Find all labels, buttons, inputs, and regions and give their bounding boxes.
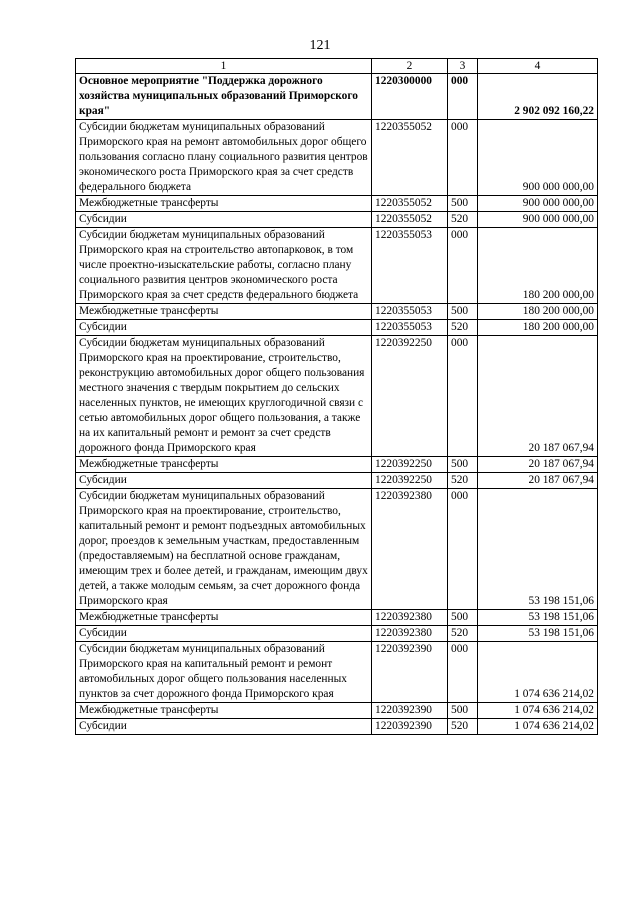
- row-name-cell: Субсидии бюджетам муниципальных образований Приморского края на проектирование, строительство, капитальный ремонт и ремонт подъездных автомобильных дорог, проездов к земельным участкам, предоставленным (предоставляемым) на бесплатной основе гражданам, имеющим трех и более детей, и гражданам, имеющим двух детей, а также молодым семьям, за счет дорожного фонда Приморского края: [76, 489, 372, 610]
- row-amount-cell: 180 200 000,00: [478, 304, 598, 320]
- table-row: [76, 473, 598, 489]
- row-type-cell: 500: [448, 196, 478, 212]
- page-number: 121: [309, 38, 331, 53]
- row-amount-cell: 180 200 000,00: [478, 320, 598, 336]
- table-row: [76, 719, 598, 735]
- row-code-cell: 1220355053: [372, 228, 448, 304]
- table-row: [76, 74, 598, 120]
- table-row: [76, 610, 598, 626]
- row-code-cell: 1220392380: [372, 626, 448, 642]
- table-row: [76, 642, 598, 703]
- row-code-cell: 1220392250: [372, 336, 448, 457]
- budget-table: [75, 58, 598, 735]
- table-row: [76, 196, 598, 212]
- table-row: [76, 120, 598, 196]
- row-name-cell: Субсидии бюджетам муниципальных образований Приморского края на строительство автопарковок, в том числе проектно-изыскательские работы, согласно плану социального развития центров экономического роста Приморского края за счет средств федерального бюджета: [76, 228, 372, 304]
- row-name-cell: Субсидии: [76, 626, 372, 642]
- row-name-cell: Субсидии: [76, 212, 372, 228]
- row-type-cell: 520: [448, 212, 478, 228]
- row-name-cell: Субсидии: [76, 719, 372, 735]
- row-code-cell: 1220355053: [372, 320, 448, 336]
- row-type-cell: 000: [448, 336, 478, 457]
- row-code-cell: 1220392380: [372, 610, 448, 626]
- row-amount-cell: 53 198 151,06: [478, 489, 598, 610]
- column-header: 1: [76, 59, 372, 74]
- column-number-row: [76, 59, 598, 74]
- row-type-cell: 500: [448, 304, 478, 320]
- row-amount-cell: 1 074 636 214,02: [478, 719, 598, 735]
- row-name-cell: Межбюджетные трансферты: [76, 304, 372, 320]
- row-amount-cell: 20 187 067,94: [478, 457, 598, 473]
- row-amount-cell: 53 198 151,06: [478, 610, 598, 626]
- budget-table-body: [76, 59, 598, 735]
- row-type-cell: 520: [448, 719, 478, 735]
- row-code-cell: 1220392390: [372, 703, 448, 719]
- row-amount-cell: 180 200 000,00: [478, 228, 598, 304]
- table-row: [76, 336, 598, 457]
- row-name-cell: Межбюджетные трансферты: [76, 610, 372, 626]
- row-amount-cell: 1 074 636 214,02: [478, 703, 598, 719]
- table-row: [76, 212, 598, 228]
- row-code-cell: 1220392390: [372, 719, 448, 735]
- row-name-cell: Межбюджетные трансферты: [76, 196, 372, 212]
- row-code-cell: 1220355053: [372, 304, 448, 320]
- row-name-cell: Субсидии: [76, 320, 372, 336]
- row-code-cell: 1220392390: [372, 642, 448, 703]
- column-header: 3: [448, 59, 478, 74]
- row-amount-cell: 53 198 151,06: [478, 626, 598, 642]
- row-name-cell: Субсидии бюджетам муниципальных образований Приморского края на ремонт автомобильных дорог общего пользования согласно плану социального развития центров экономического роста Приморского края за счет средств федерального бюджета: [76, 120, 372, 196]
- row-code-cell: 1220355052: [372, 120, 448, 196]
- row-name-cell: Основное мероприятие "Поддержка дорожного хозяйства муниципальных образований Приморского края": [76, 74, 372, 120]
- row-code-cell: 1220392250: [372, 457, 448, 473]
- row-name-cell: Субсидии: [76, 473, 372, 489]
- table-row: [76, 304, 598, 320]
- row-type-cell: 520: [448, 320, 478, 336]
- column-header: 2: [372, 59, 448, 74]
- row-amount-cell: 1 074 636 214,02: [478, 642, 598, 703]
- table-row: [76, 626, 598, 642]
- row-code-cell: 1220392380: [372, 489, 448, 610]
- row-type-cell: 500: [448, 610, 478, 626]
- row-type-cell: 000: [448, 489, 478, 610]
- row-type-cell: 000: [448, 120, 478, 196]
- row-type-cell: 500: [448, 457, 478, 473]
- row-amount-cell: 900 000 000,00: [478, 120, 598, 196]
- row-code-cell: 1220392250: [372, 473, 448, 489]
- table-row: [76, 457, 598, 473]
- row-type-cell: 500: [448, 703, 478, 719]
- row-type-cell: 520: [448, 473, 478, 489]
- row-type-cell: 000: [448, 228, 478, 304]
- row-type-cell: 000: [448, 642, 478, 703]
- table-row: [76, 320, 598, 336]
- row-amount-cell: 900 000 000,00: [478, 196, 598, 212]
- row-name-cell: Субсидии бюджетам муниципальных образований Приморского края на капитальный ремонт и ремонт автомобильных дорог общего пользования населенных пунктов за счет дорожного фонда Приморского края: [76, 642, 372, 703]
- row-amount-cell: 900 000 000,00: [478, 212, 598, 228]
- row-code-cell: 1220355052: [372, 196, 448, 212]
- row-amount-cell: 20 187 067,94: [478, 336, 598, 457]
- table-row: [76, 228, 598, 304]
- row-name-cell: Субсидии бюджетам муниципальных образований Приморского края на проектирование, строительство, реконструкцию автомобильных дорог общего пользования местного значения с твердым покрытием до сельских населенных пунктов, не имеющих круглогодичной связи с сетью автомобильных дорог общего пользования, а также на их капитальный ремонт и ремонт за счет средств дорожного фонда Приморского края: [76, 336, 372, 457]
- row-amount-cell: 20 187 067,94: [478, 473, 598, 489]
- row-type-cell: 000: [448, 74, 478, 120]
- row-name-cell: Межбюджетные трансферты: [76, 703, 372, 719]
- row-name-cell: Межбюджетные трансферты: [76, 457, 372, 473]
- table-row: [76, 489, 598, 610]
- row-amount-cell: 2 902 092 160,22: [478, 74, 598, 120]
- row-code-cell: 1220300000: [372, 74, 448, 120]
- row-code-cell: 1220355052: [372, 212, 448, 228]
- column-header: 4: [478, 59, 598, 74]
- table-row: [76, 703, 598, 719]
- row-type-cell: 520: [448, 626, 478, 642]
